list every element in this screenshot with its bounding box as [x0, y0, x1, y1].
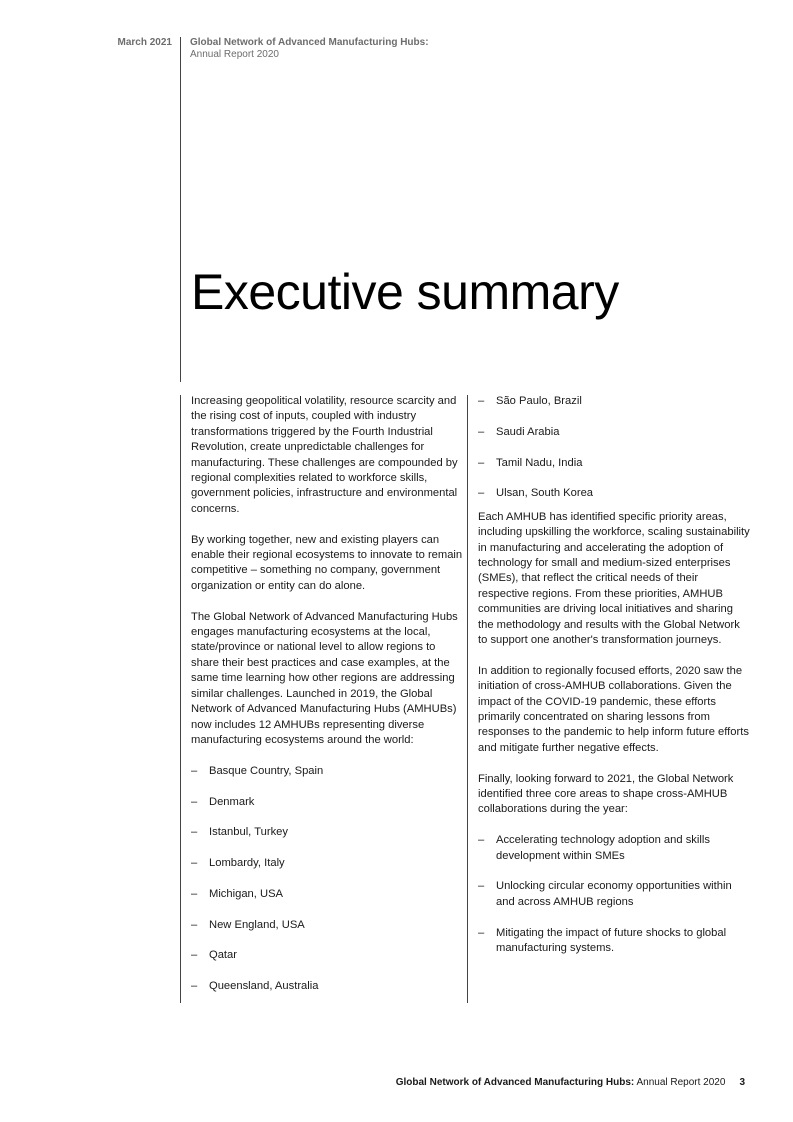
outlook-paragraph: Finally, looking forward to 2021, the Global Network identified three core areas to shape cross-AMHUB collaborations during the year:: [478, 772, 734, 816]
region-list-right: [478, 394, 750, 502]
list-item: – Accelerating technology adoption and skills development within SMEs: [478, 833, 750, 864]
header-date: March 2021: [117, 37, 172, 48]
page-number: 3: [739, 1077, 745, 1088]
priorities-paragraph: Each AMHUB has identified specific priority areas, including upskilling the workforce, scaling sustainability in manufacturing and accelerating the adoption of technology for small and medium-sized enterprises (SMEs), that reflect the critical needs of their respective regions. From these priorities, AMHUB communities are driving local initiatives and sharing the methodology and results with the Global Network to support one another's transformation journeys.: [478, 510, 750, 647]
header-title-block: [190, 37, 429, 61]
collaboration-paragraph: By working together, new and existing players can enable their regional ecosystems to innovate to remain competitive – something no company, government organization or entity can do alone.: [191, 533, 463, 592]
right-column: [478, 394, 750, 972]
list-item: – Qatar: [191, 948, 463, 963]
list-item: – Basque Country, Spain: [191, 764, 463, 779]
left-column-rule: [180, 395, 181, 1003]
header-subtitle: Annual Report 2020: [190, 49, 279, 60]
footer-subtitle: Annual Report 2020: [634, 1077, 726, 1088]
list-item: – Saudi Arabia: [478, 425, 750, 440]
page-title: Executive summary: [191, 264, 619, 320]
list-item: – Lombardy, Italy: [191, 856, 463, 871]
list-item: – New England, USA: [191, 918, 463, 933]
list-item: – Tamil Nadu, India: [478, 456, 750, 471]
left-column: [191, 394, 463, 1010]
footer-title: Global Network of Advanced Manufacturing Hubs:: [395, 1077, 635, 1088]
middle-column-rule: [467, 395, 468, 1003]
list-item: – Denmark: [191, 795, 463, 810]
list-item: – Unlocking circular economy opportunities within and across AMHUB regions: [478, 879, 750, 910]
intro-paragraph: Increasing geopolitical volatility, resource scarcity and the rising cost of inputs, coupled with industry transformations triggered by the Fourth Industrial Revolution, create unpredictable challenges for manufacturing. These challenges are compounded by regional complexities related to workforce skills, government policies, infrastructure and environmental concerns.: [191, 395, 458, 515]
network-paragraph: The Global Network of Advanced Manufacturing Hubs engages manufacturing ecosystems at the local, state/province or national level to allow regions to share their best practices and case examples, at the same time learning how other regions are addressing similar challenges. Launched in 2019, the Global Network of Advanced Manufacturing Hubs (AMHUBs) now includes 12 AMHUBs representing diverse manufacturing ecosystems around the world:: [191, 610, 458, 746]
list-item: – São Paulo, Brazil: [478, 394, 750, 409]
list-item: – Michigan, USA: [191, 887, 463, 902]
list-item: – Ulsan, South Korea: [478, 486, 750, 501]
header-divider: [180, 37, 181, 382]
focus-area-list: [478, 833, 750, 956]
header-title: Global Network of Advanced Manufacturing Hubs:: [190, 37, 429, 48]
cross-amhub-paragraph: In addition to regionally focused efforts, 2020 saw the initiation of cross-AMHUB collaborations. Given the impact of the COVID-19 pandemic, these efforts primarily concentrated on sharing lessons from responses to the pandemic to help inform future efforts and mitigate further negative effects.: [478, 664, 749, 754]
region-list-left: [191, 764, 463, 995]
list-item: – Istanbul, Turkey: [191, 825, 463, 840]
page-footer: [396, 1077, 745, 1088]
list-item: – Queensland, Australia: [191, 979, 463, 994]
list-item: – Mitigating the impact of future shocks to global manufacturing systems.: [478, 926, 750, 957]
